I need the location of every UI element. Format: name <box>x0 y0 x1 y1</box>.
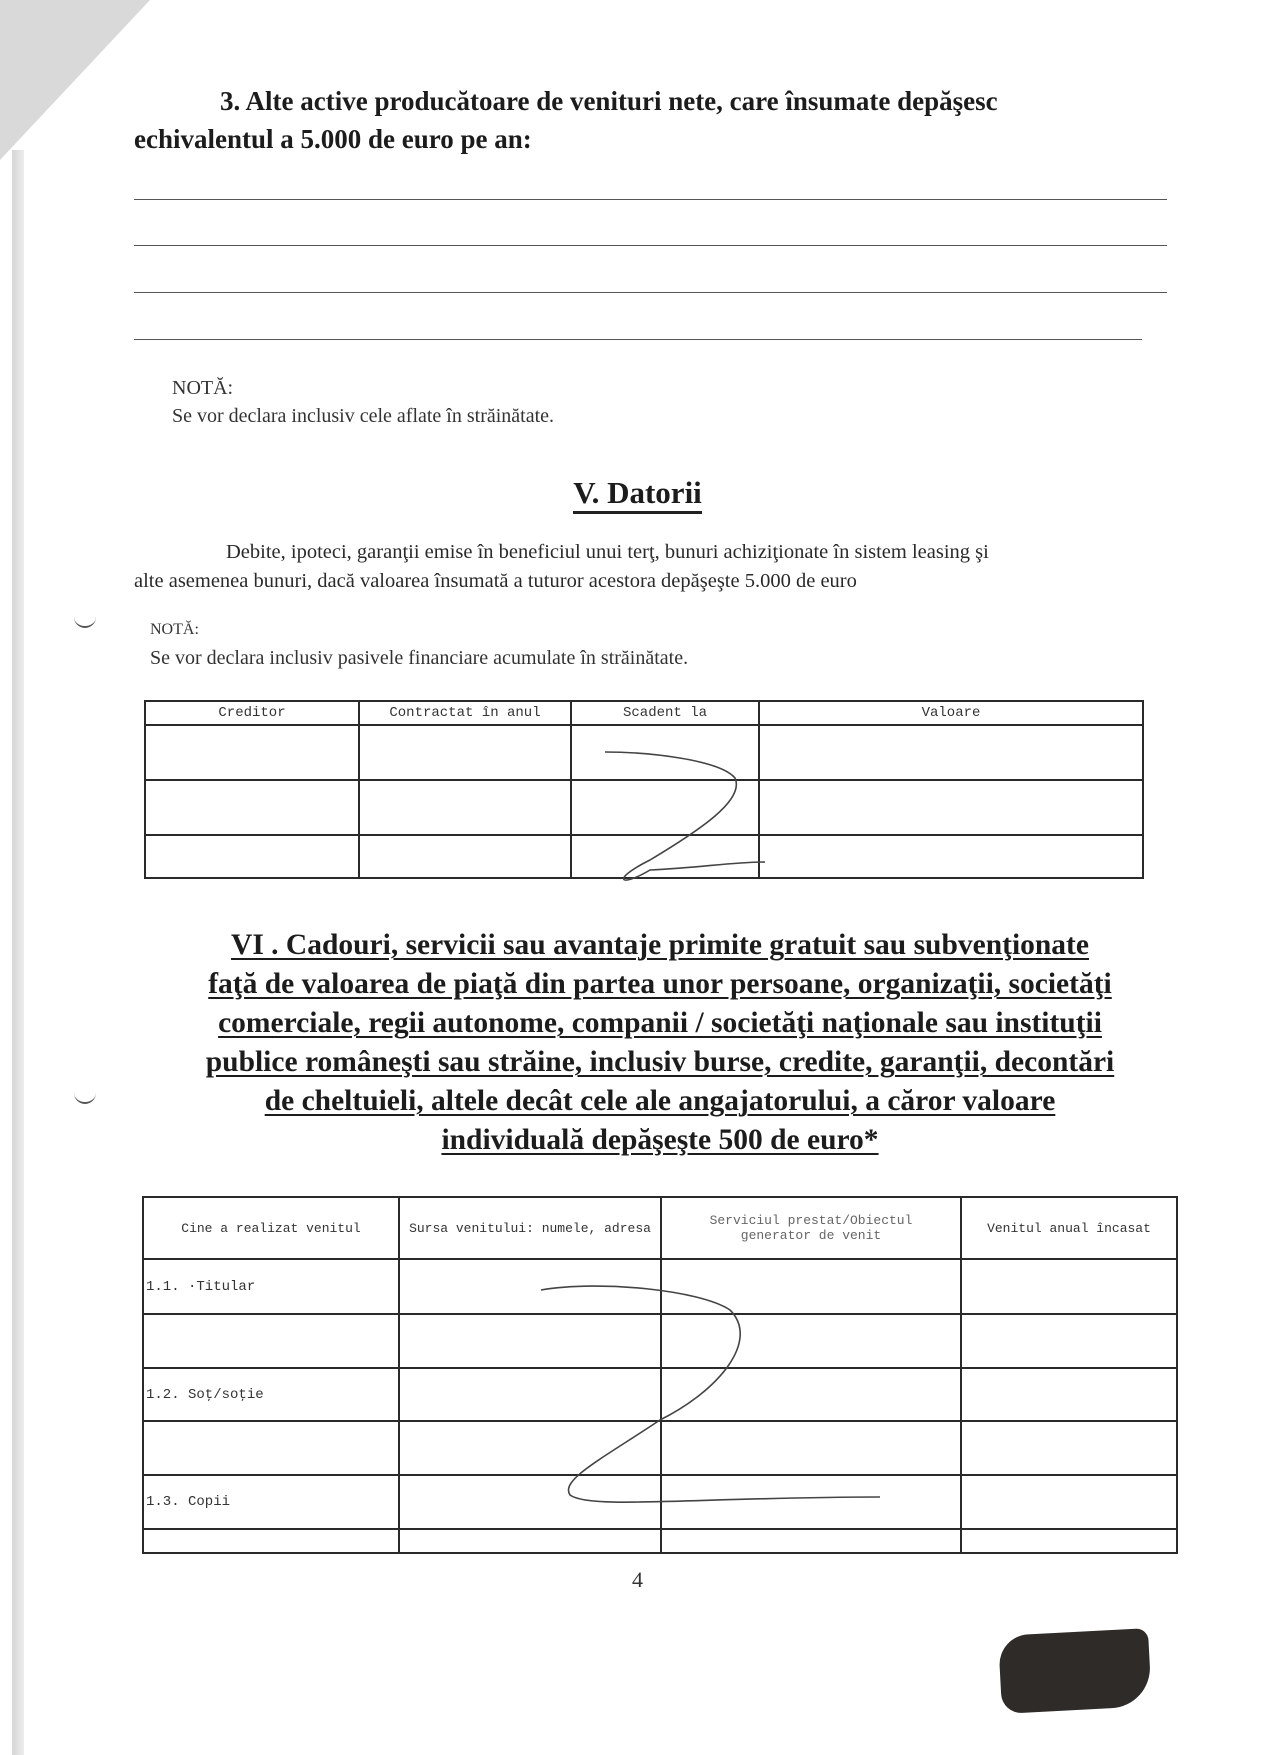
table-row <box>143 1259 1177 1314</box>
table-cell[interactable] <box>961 1259 1177 1314</box>
column-header-service: Serviciul prestat/Obiectul generator de venit <box>661 1197 961 1259</box>
note-text: Se vor declara inclusiv cele aflate în străinătate. <box>172 405 555 427</box>
note-label: NOTĂ: <box>172 377 234 399</box>
column-header-value: Valoare <box>759 701 1143 725</box>
table-cell[interactable] <box>145 835 359 878</box>
table-cell[interactable] <box>961 1421 1177 1475</box>
section-v-title: V. Datorii <box>0 475 1275 511</box>
row-label-empty[interactable] <box>143 1314 399 1368</box>
table-cell[interactable] <box>399 1368 661 1421</box>
blank-fill-line[interactable] <box>134 339 1142 340</box>
blank-fill-line[interactable] <box>134 245 1167 246</box>
table-cell[interactable] <box>571 725 759 780</box>
table-cell[interactable] <box>359 725 571 780</box>
section-3-number: 3. <box>220 86 241 116</box>
table-cell[interactable] <box>399 1529 661 1553</box>
row-label-empty[interactable] <box>143 1421 399 1475</box>
column-header-who: Cine a realizat venitul <box>143 1197 399 1259</box>
table-cell[interactable] <box>759 835 1143 878</box>
gifts-table <box>142 1196 1178 1554</box>
table-row <box>145 835 1143 878</box>
table-row <box>143 1529 1177 1553</box>
table-row <box>143 1421 1177 1475</box>
table-cell[interactable] <box>145 780 359 835</box>
table-cell[interactable] <box>359 780 571 835</box>
section-v-description: Debite, ipoteci, garanţii emise în beneficiul unui terţ, bunuri achiziţionate în sistem leasing şi alte asemenea bunuri, dacă valoarea însumată a tuturor acestora depăşeşte 5.000 de euro <box>134 541 989 592</box>
note-label: NOTĂ: <box>150 621 199 638</box>
section-3-note <box>172 374 554 430</box>
table-cell[interactable] <box>661 1529 961 1553</box>
debts-table <box>144 700 1144 879</box>
table-cell[interactable] <box>661 1421 961 1475</box>
section-3-heading <box>134 82 1134 158</box>
table-cell[interactable] <box>961 1475 1177 1529</box>
table-cell[interactable] <box>359 835 571 878</box>
table-cell[interactable] <box>399 1314 661 1368</box>
margin-mark <box>74 616 96 628</box>
table-cell[interactable] <box>399 1475 661 1529</box>
table-cell[interactable] <box>961 1314 1177 1368</box>
table-cell[interactable] <box>961 1529 1177 1553</box>
scan-edge-shadow <box>12 150 24 1755</box>
table-cell[interactable] <box>759 780 1143 835</box>
margin-mark <box>74 1092 96 1104</box>
table-cell[interactable] <box>661 1314 961 1368</box>
table-row <box>143 1475 1177 1529</box>
note-text: Se vor declara inclusiv pasivele financiare acumulate în străinătate. <box>150 647 689 669</box>
table-cell[interactable] <box>661 1259 961 1314</box>
table-cell[interactable] <box>759 725 1143 780</box>
row-label-empty[interactable] <box>143 1529 399 1553</box>
table-cell[interactable] <box>145 725 359 780</box>
column-header-due-date: Scadent la <box>571 701 759 725</box>
row-label-titular: 1.1. ·Titular <box>143 1259 399 1314</box>
table-cell[interactable] <box>661 1368 961 1421</box>
section-v-note <box>150 616 688 672</box>
page-number: 4 <box>632 1567 643 1592</box>
blank-fill-line[interactable] <box>134 292 1167 293</box>
table-row <box>145 725 1143 780</box>
section-3-heading-line1: Alte active producătoare de venituri nete, care însumate depăşesc <box>245 86 998 116</box>
row-label-children: 1.3. Copii <box>143 1475 399 1529</box>
blank-fill-line[interactable] <box>134 199 1167 200</box>
column-header-contracted-year: Contractat în anul <box>359 701 571 725</box>
table-row <box>145 780 1143 835</box>
row-label-spouse: 1.2. Soţ/soţie <box>143 1368 399 1421</box>
table-cell[interactable] <box>399 1421 661 1475</box>
table-cell[interactable] <box>961 1368 1177 1421</box>
column-header-annual-income: Venitul anual încasat <box>961 1197 1177 1259</box>
table-cell[interactable] <box>571 780 759 835</box>
folded-page-corner <box>0 0 150 160</box>
section-3-heading-line2: echivalentul a 5.000 de euro pe an: <box>134 124 532 154</box>
column-header-creditor: Creditor <box>145 701 359 725</box>
section-vi-title: VI . Cadouri, servicii sau avantaje primite gratuit sau subvenţionate faţă de valoarea de piaţă din partea unor persoane, organizaţii, societăţi comerciale, regii autonome, companii / societăţi naţionale sau instituţii publice româneşti sau străine, inclusiv burse, credite, garanţii, decontări de cheltuieli, altele decât cele ale angajatorului, a căror valoare individuală depăşeşte 500 de euro* <box>205 929 1115 1156</box>
table-cell[interactable] <box>661 1475 961 1529</box>
table-cell[interactable] <box>399 1259 661 1314</box>
column-header-source: Sursa venitului: numele, adresa <box>399 1197 661 1259</box>
redacted-signature-mark <box>998 1628 1152 1714</box>
table-row <box>143 1368 1177 1421</box>
table-row <box>143 1314 1177 1368</box>
table-cell[interactable] <box>571 835 759 878</box>
